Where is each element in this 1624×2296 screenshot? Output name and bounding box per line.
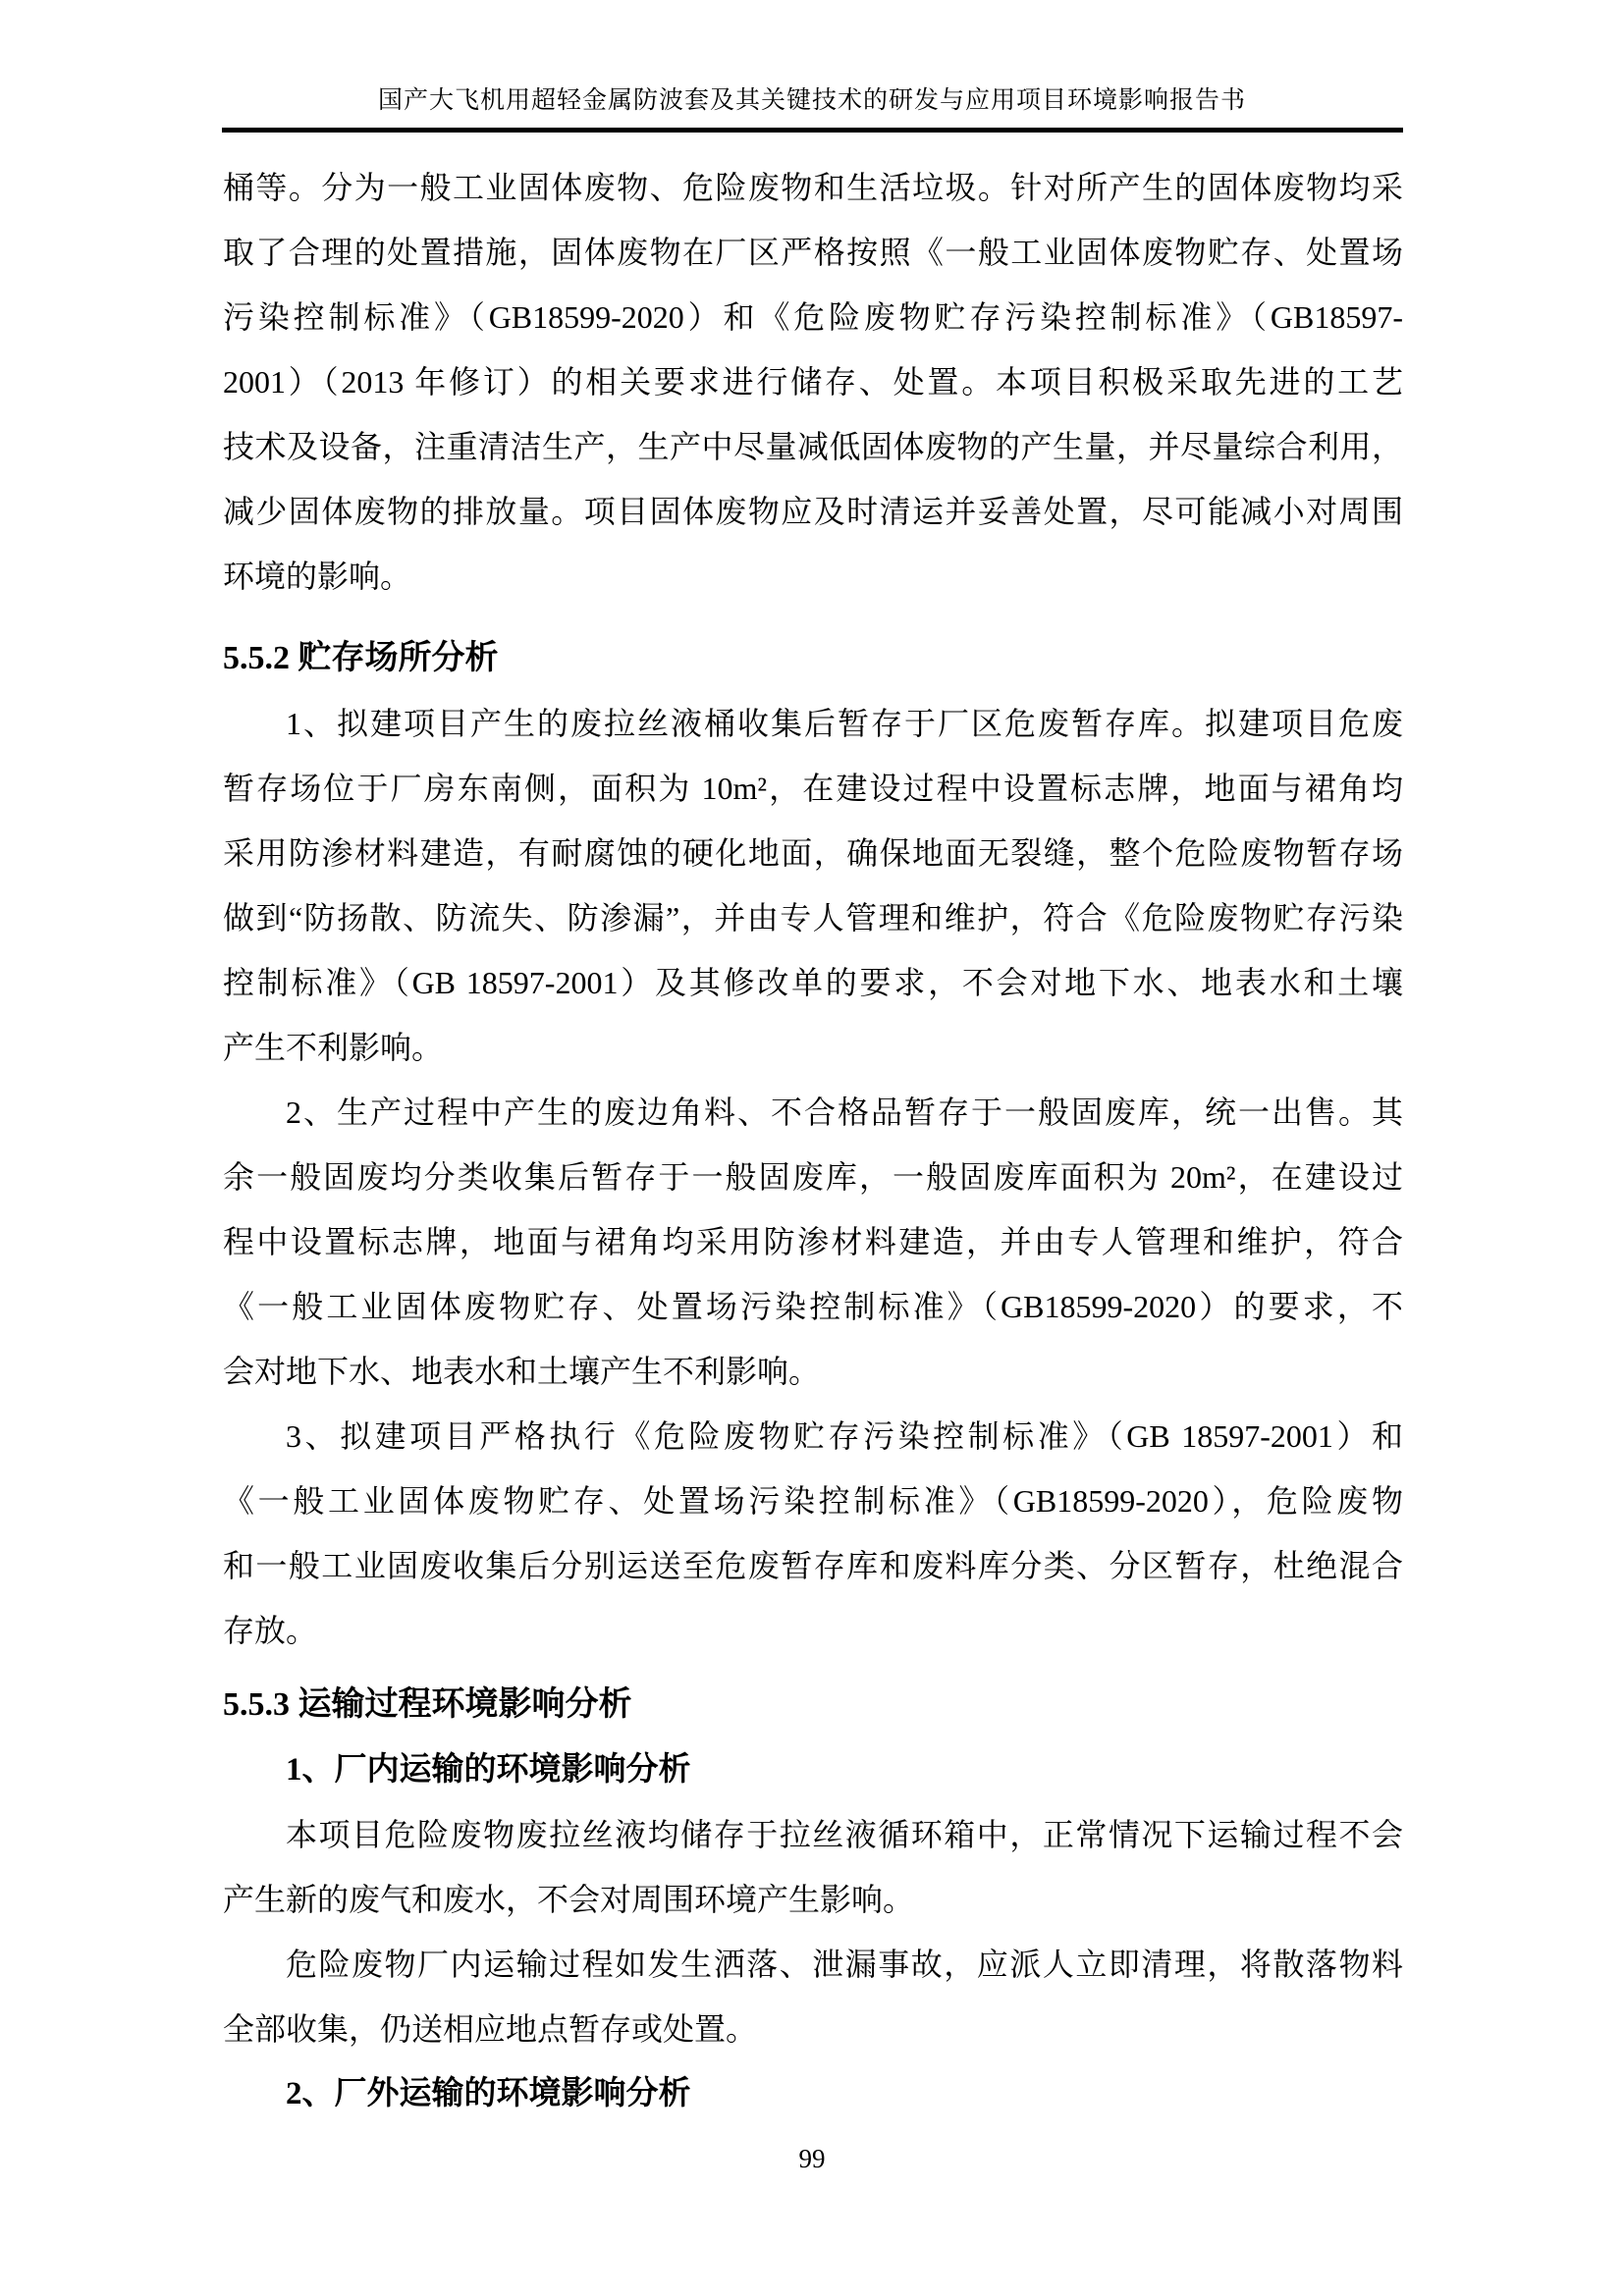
text-line: 危险废物厂内运输过程如发生洒落、泄漏事故，应派人立即清理，将散落物料 [286, 1947, 1403, 1982]
text-line: 减少固体废物的排放量。项目固体废物应及时清运并妥善处置，尽可能减小对周围 [223, 494, 1403, 529]
text-line: 1、拟建项目产生的废拉丝液桶收集后暂存于厂区危废暂存库。拟建项目危废 [286, 706, 1403, 741]
text-line: 余一般固废均分类收集后暂存于一般固废库，一般固废库面积为 20m²，在建设过 [223, 1159, 1403, 1195]
subheading-in-plant-transport: 1、厂内运输的环境影响分析 [286, 1752, 691, 1788]
document-body [223, 155, 1403, 2126]
text-line: 存放。 [223, 1613, 318, 1648]
text-line: 采用防渗材料建造，有耐腐蚀的硬化地面，确保地面无裂缝，整个危险废物暂存场 [223, 835, 1403, 871]
heading-5-5-3-transport-impact-analysis: 5.5.3 运输过程环境影响分析 [223, 1686, 632, 1723]
text-line: 环境的影响。 [223, 559, 412, 594]
text-line: 做到“防扬散、防流失、防渗漏”，并由专人管理和维护，符合《危险废物贮存污染 [223, 900, 1403, 935]
text-line: 3、拟建项目严格执行《危险废物贮存污染控制标准》（GB 18597-2001）和 [286, 1418, 1403, 1454]
header-title: 国产大飞机用超轻金属防波套及其关键技术的研发与应用项目环境影响报告书 [377, 87, 1246, 114]
page-number: 99 [798, 2144, 826, 2173]
heading-5-5-2-storage-site-analysis: 5.5.2 贮存场所分析 [223, 640, 499, 676]
text-line: 控制标准》（GB 18597-2001）及其修改单的要求，不会对地下水、地表水和土壤 [223, 965, 1403, 1000]
page-footer [0, 2142, 1624, 2175]
paragraph-general-waste-storage [223, 1080, 1403, 1404]
text-line: 本项目危险废物废拉丝液均储存于拉丝液循环箱中，正常情况下运输过程不会 [286, 1817, 1403, 1852]
header-rule [222, 128, 1403, 133]
text-line: 污染控制标准》（GB18599-2020）和《危险废物贮存污染控制标准》（GB18597- [223, 299, 1403, 335]
paragraph-in-plant-transport-accident [223, 1932, 1403, 2061]
text-line: 技术及设备，注重清洁生产，生产中尽量减低固体废物的产生量，并尽量综合利用， [223, 429, 1403, 464]
text-line: 2、生产过程中产生的废边角料、不合格品暂存于一般固废库，统一出售。其 [286, 1095, 1403, 1130]
text-line: 《一般工业固体废物贮存、处置场污染控制标准》（GB18599-2020）的要求，不 [223, 1289, 1403, 1324]
text-line: 桶等。分为一般工业固体废物、危险废物和生活垃圾。针对所产生的固体废物均采 [223, 170, 1403, 205]
text-line: 会对地下水、地表水和土壤产生不利影响。 [223, 1354, 821, 1389]
paragraph-solid-waste-intro [223, 155, 1403, 609]
text-line: 全部收集，仍送相应地点暂存或处置。 [223, 2011, 758, 2047]
text-line: 《一般工业固体废物贮存、处置场污染控制标准》（GB18599-2020），危险废物 [223, 1483, 1403, 1519]
text-line: 和一般工业固废收集后分别运送至危废暂存库和废料库分类、分区暂存，杜绝混合 [223, 1548, 1403, 1583]
text-line: 取了合理的处置措施，固体废物在厂区严格按照《一般工业固体废物贮存、处置场 [223, 235, 1403, 270]
text-line: 2001）（2013 年修订）的相关要求进行储存、处置。本项目积极采取先进的工艺 [223, 364, 1403, 400]
paragraph-standards-compliance [223, 1404, 1403, 1663]
text-line: 产生新的废气和废水，不会对周围环境产生影响。 [223, 1882, 915, 1917]
paragraph-in-plant-transport-normal [223, 1802, 1403, 1932]
subheading-off-site-transport: 2、厂外运输的环境影响分析 [286, 2076, 691, 2111]
text-line: 暂存场位于厂房东南侧，面积为 10m²，在建设过程中设置标志牌，地面与裙角均 [223, 771, 1403, 806]
text-line: 程中设置标志牌，地面与裙角均采用防渗材料建造，并由专人管理和维护，符合 [223, 1224, 1403, 1259]
paragraph-hazardous-waste-storage [223, 691, 1403, 1080]
text-line: 产生不利影响。 [223, 1030, 444, 1065]
